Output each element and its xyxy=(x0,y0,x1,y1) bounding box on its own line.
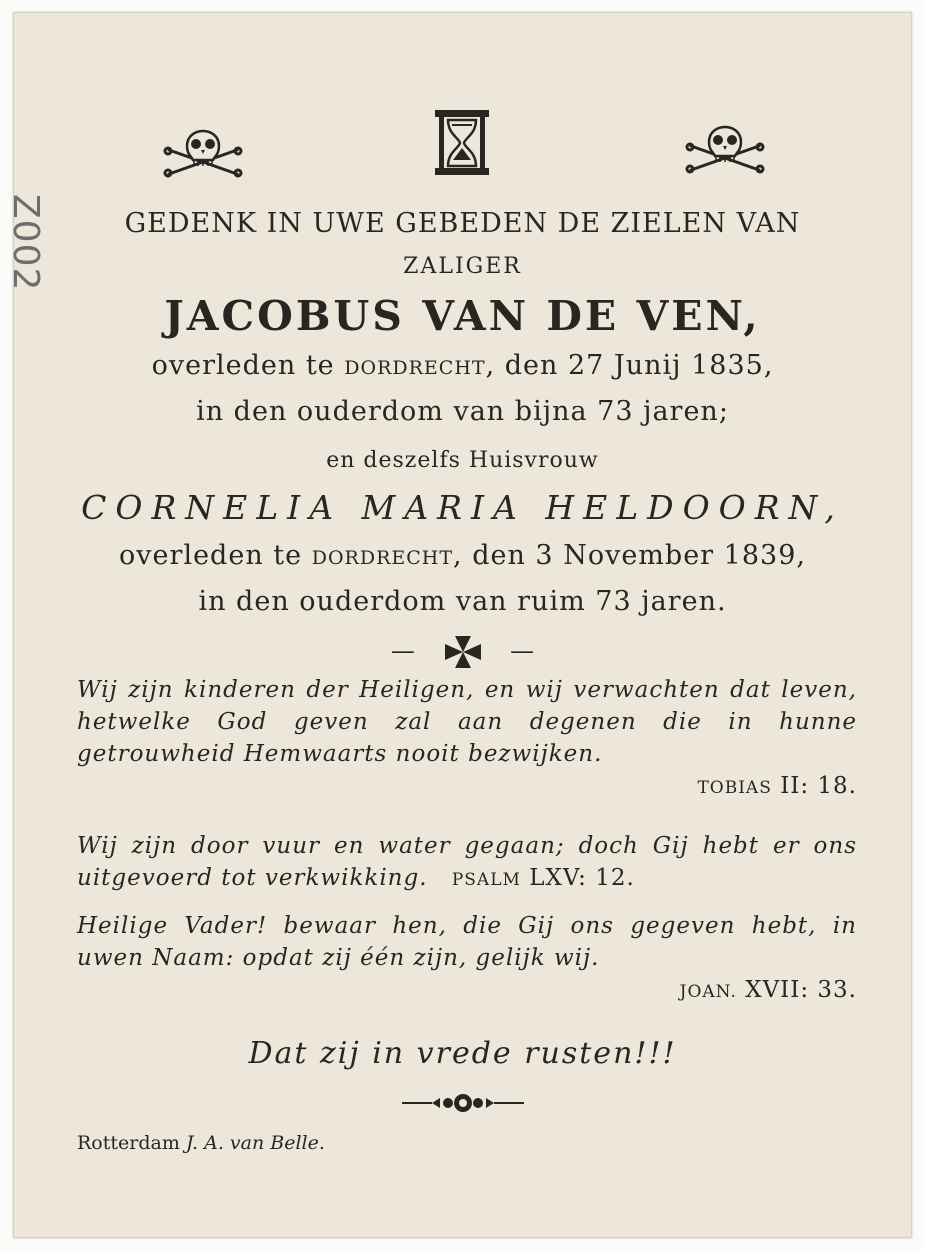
death-prefix: overleden te xyxy=(119,540,303,571)
verse-book: JOAN. xyxy=(679,982,737,1002)
verse-1 xyxy=(77,674,857,804)
verse-chapter: LXV: 12. xyxy=(529,865,635,891)
verse-reference xyxy=(452,865,635,891)
verse-book: TOBIAS xyxy=(697,778,772,798)
verse-chapter: XVII: 33. xyxy=(745,977,857,1003)
closing-prayer: Dat zij in vrede rusten!!! xyxy=(248,1036,677,1071)
header-zaliger: ZALIGER xyxy=(403,254,522,279)
verse-text: Wij zijn kinderen der Heiligen, en wij verwachten dat leven, hetwelke God geven zal aan degenen die in hunne getrouwheid Hemwaarts nooit bezwijken. xyxy=(77,677,857,767)
verse-chapter: II: 18. xyxy=(780,773,857,799)
printer-city: Rotterdam xyxy=(77,1132,180,1154)
deceased-name-2: CORNELIA MARIA HELDOORN, xyxy=(81,488,844,527)
memorial-card xyxy=(5,12,912,1238)
death-place: DORDRECHT xyxy=(311,547,454,569)
verse-book: PSALM xyxy=(451,870,521,890)
spouse-intro: en deszelfs Huisvrouw xyxy=(326,448,599,473)
divider xyxy=(13,634,912,674)
age-line-1: in den ouderdom van bijna 73 jaren; xyxy=(196,396,729,427)
verse-3 xyxy=(77,910,857,1008)
verse-reference xyxy=(77,974,857,1008)
death-date: , den 27 Junij 1835, xyxy=(485,350,774,381)
cross-pattee-icon xyxy=(443,634,483,670)
deceased-name-1: JACOBUS VAN DE VEN, xyxy=(164,292,761,340)
hourglass-icon xyxy=(431,108,493,178)
divider-dash-right: — xyxy=(510,636,535,665)
pencil-note: Z002 xyxy=(5,194,46,292)
header-line: GEDENK IN UWE GEBEDEN DE ZIELEN VAN xyxy=(124,208,801,239)
death-place: DORDRECHT xyxy=(344,357,486,379)
death-prefix: overleden te xyxy=(151,350,335,381)
verse-text: Heilige Vader! bewaar hen, die Gij ons gegeven hebt, in uwen Naam: opdat zij één zijn, gelijk wij. xyxy=(77,913,857,971)
death-date: , den 3 November 1839, xyxy=(453,540,806,571)
death-line-1 xyxy=(13,350,912,381)
divider-dash-left: — xyxy=(390,636,415,665)
skull-and-crossbones-icon xyxy=(163,116,243,186)
verse-reference xyxy=(77,770,857,804)
skull-and-crossbones-icon xyxy=(685,112,765,182)
verse-text: Wij zijn door vuur en water gegaan; doch Gij hebt er ons uitgevoerd tot verkwikking. xyxy=(77,833,857,891)
death-line-2 xyxy=(13,540,912,571)
printer-imprint xyxy=(77,1132,325,1154)
floral-fleuron-icon xyxy=(13,1092,912,1118)
verse-2 xyxy=(77,830,857,896)
printer-name: J. A. van Belle. xyxy=(185,1132,325,1154)
age-line-2: in den ouderdom van ruim 73 jaren. xyxy=(198,586,727,617)
